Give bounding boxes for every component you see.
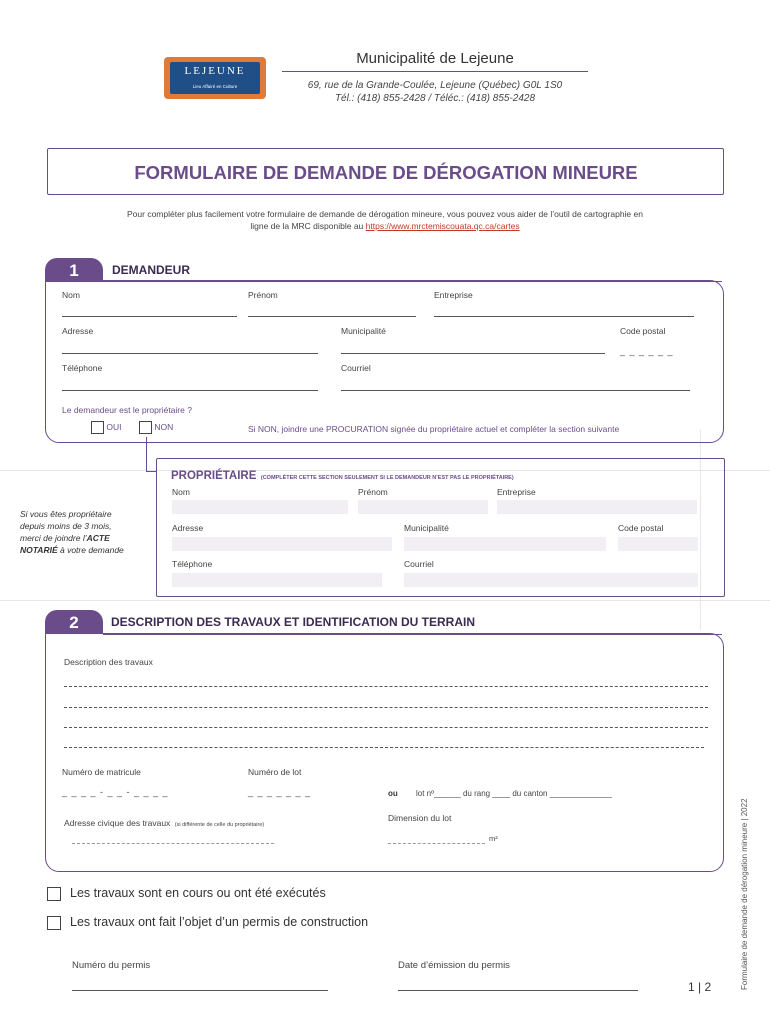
prop-adresse-field[interactable] [172,537,392,551]
prop-code-postal-label: Code postal [618,523,664,533]
description-line-2[interactable] [64,707,708,708]
page-number: 1 | 2 [688,980,712,994]
matricule-label: Numéro de matricule [62,767,141,777]
municipalite-label: Municipalité [341,326,386,336]
date-emission-field[interactable] [398,990,638,991]
nom-field[interactable] [62,316,237,317]
dimension-field[interactable] [388,843,485,844]
adresse-civique-label: Adresse civique des travaux [64,818,171,828]
code-postal-label: Code postal [620,326,666,336]
logo-text: LEJEUNE [184,65,246,77]
adresse-label: Adresse [62,326,94,336]
prop-courriel-label: Courriel [404,559,434,569]
non-checkbox[interactable] [139,421,152,434]
municipality-name: Municipalité de Lejeune [356,50,514,67]
nom-label: Nom [62,290,80,300]
prop-municipalite-field[interactable] [404,537,606,551]
logo-tagline: Lieu Affairé en Culture [192,84,238,89]
prenom-label: Prénom [248,290,278,300]
adresse-civique-note: (si différente de celle du propriétaire) [174,822,265,828]
municipality-address: 69, rue de la Grande-Coulée, Lejeune (Québec) G0L 1S0 [307,80,563,91]
municipality-phones: Tél.: (418) 855-2428 / Téléc.: (418) 855-2428 [334,93,536,104]
courriel-field[interactable] [341,390,690,391]
matricule-field[interactable]: _ _ _ _ - _ _ - _ _ _ _ [62,787,169,797]
non-option[interactable] [139,421,173,434]
proprietaire-subtitle: (COMPLÉTER CETTE SECTION SEULEMENT SI LE DEMANDEUR N’EST PAS LE PROPRIÉTAIRE) [260,475,514,481]
prenom-field[interactable] [248,316,416,317]
side-note-bold-2: NOTARIÉ [20,545,58,555]
municipality-logo [164,57,266,99]
header-divider [282,71,588,72]
numero-permis-label: Numéro du permis [72,960,151,971]
side-note-line-1: Si vous êtes propriétaire [20,509,112,519]
page-title: FORMULAIRE DE DEMANDE DE DÉROGATION MINEURE [134,162,638,183]
travaux-en-cours-option[interactable] [47,886,326,901]
prop-municipalite-label: Municipalité [404,523,449,533]
adresse-field[interactable] [62,353,318,354]
permis-construction-label: Les travaux ont fait l’objet d’un permis de construction [70,915,369,929]
travaux-en-cours-label: Les travaux sont en cours ou ont été exécutés [70,886,326,900]
procuration-note: Si NON, joindre une PROCURATION signée du propriétaire actuel et compléter la section suivante [248,424,620,434]
prop-prenom-field[interactable] [358,500,488,514]
acte-notarie-note [20,508,150,556]
description-line-4[interactable] [64,747,704,748]
description-line-1[interactable] [64,686,708,687]
oui-label: OUI [106,421,122,432]
connector-line [146,437,147,471]
side-note-line-3: merci de joindre l’ [20,533,87,543]
oui-option[interactable] [91,421,122,434]
proprietaire-heading [171,466,514,484]
prop-entreprise-field[interactable] [497,500,697,514]
travaux-en-cours-checkbox[interactable] [47,887,61,901]
prop-telephone-field[interactable] [172,573,382,587]
prop-code-postal-field[interactable] [618,537,698,551]
section-2-box [45,633,724,872]
mrc-map-link[interactable]: https://www.mrctemiscouata.qc.ca/cartes [365,221,520,231]
prop-nom-field[interactable] [172,500,348,514]
intro-line-1: Pour compléter plus facilement votre formulaire de demande de dérogation mineure, vous pouvez vous aider de l’outil de cartographie en [127,209,643,219]
permis-construction-checkbox[interactable] [47,916,61,930]
code-postal-field[interactable]: _ _ _ _ _ _ [620,346,674,356]
section-1-number: 1 [45,258,103,282]
entreprise-field[interactable] [434,316,694,317]
connector-line [146,471,156,472]
m2-unit: m² [489,834,498,843]
courriel-label: Courriel [341,363,371,373]
municipalite-field[interactable] [341,353,605,354]
description-line-3[interactable] [64,727,708,728]
adresse-civique-heading [64,813,264,831]
section-2-rule [103,634,722,635]
proprietaire-title: PROPRIÉTAIRE [171,470,257,482]
section-1-title: DEMANDEUR [112,263,190,277]
prop-entreprise-label: Entreprise [497,487,536,497]
telephone-label: Téléphone [62,363,103,373]
date-emission-label: Date d’émission du permis [398,960,510,971]
side-note-line-2: depuis moins de 3 mois, [20,521,112,531]
prop-telephone-label: Téléphone [172,559,213,569]
section-1-box [45,280,724,443]
owner-question: Le demandeur est le propriétaire ? [62,405,192,415]
adresse-civique-field[interactable] [72,843,274,844]
section-2-title: DESCRIPTION DES TRAVAUX ET IDENTIFICATION DU TERRAIN [111,615,476,629]
lot-field[interactable]: _ _ _ _ _ _ _ [248,787,312,797]
vertical-footer-text: Formulaire de demande de dérogation mineure | 2022 [740,798,749,990]
telephone-field[interactable] [62,390,318,391]
section-1-rule [103,281,722,282]
section-2-number: 2 [45,610,103,634]
permis-construction-option[interactable] [47,915,368,930]
entreprise-label: Entreprise [434,290,473,300]
dimension-label: Dimension du lot [388,813,452,823]
ou-label: ou [388,789,398,798]
lot-rang-canton-field[interactable]: lot nº______ du rang ____ du canton ______________ [416,789,612,798]
oui-checkbox[interactable] [91,421,104,434]
non-label: NON [154,421,174,432]
background-map-line [0,600,770,601]
lot-label: Numéro de lot [248,767,302,777]
prop-prenom-label: Prénom [358,487,388,497]
side-note-bold-1: ACTE [86,533,110,543]
prop-adresse-label: Adresse [172,523,204,533]
prop-nom-label: Nom [172,487,190,497]
intro-line-2: ligne de la MRC disponible au [250,221,366,231]
intro-text [40,208,730,232]
prop-courriel-field[interactable] [404,573,698,587]
side-note-line-4: à votre demande [57,545,124,555]
description-label: Description des travaux [64,657,153,667]
numero-permis-field[interactable] [72,990,328,991]
